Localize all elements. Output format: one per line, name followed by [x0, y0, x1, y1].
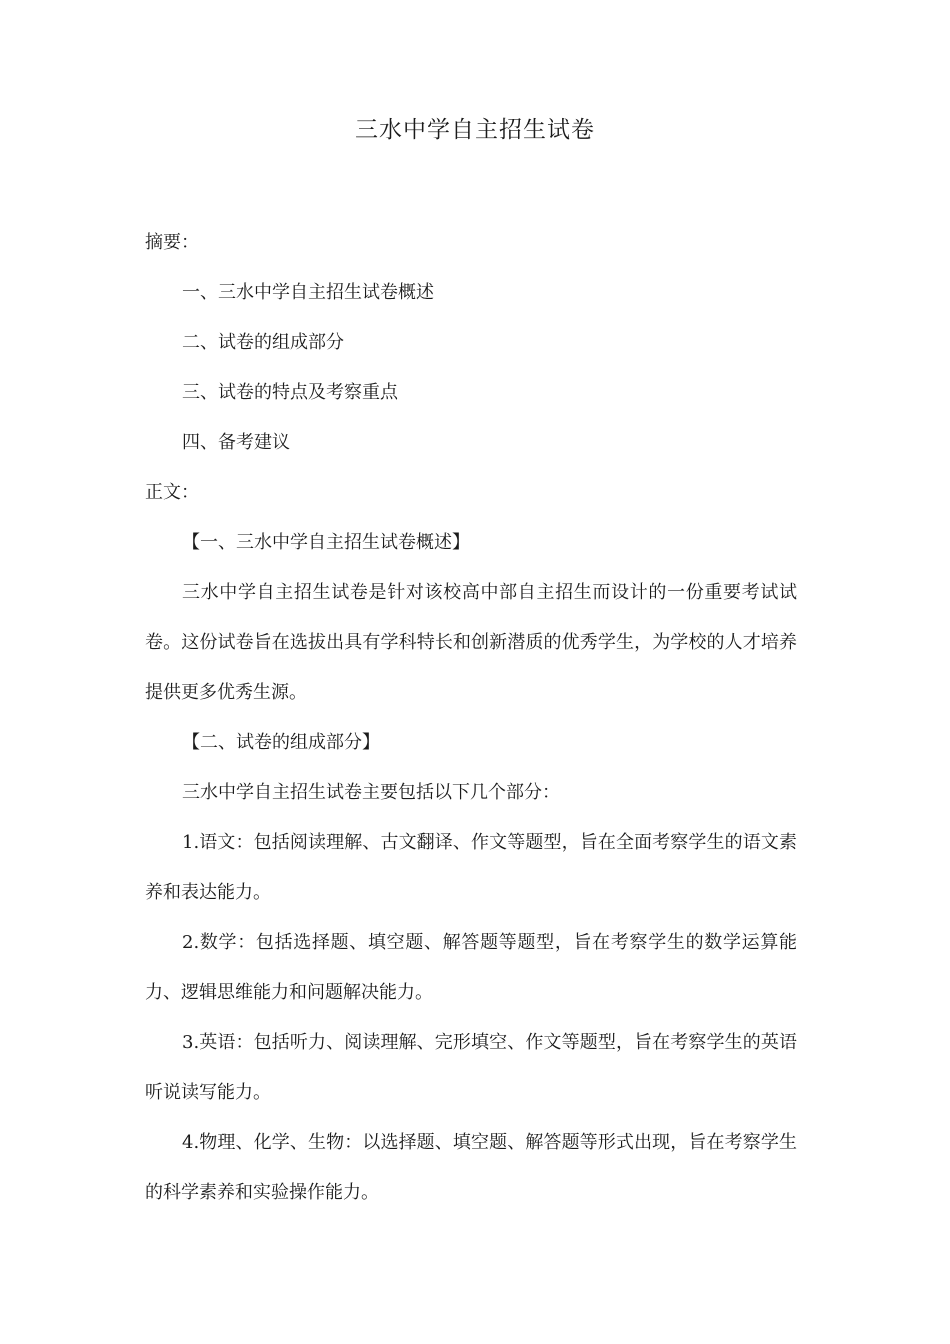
- summary-item: 三、试卷的特点及考察重点: [182, 382, 398, 403]
- summary-item: 二、试卷的组成部分: [182, 332, 344, 353]
- document-title: 三水中学自主招生试卷: [355, 117, 595, 143]
- list-item: 2.数学：包括选择题、填空题、解答题等题型，旨在考察学生的数学运算能力、逻辑思维能力和问题解决能力。: [145, 932, 797, 1003]
- summary-item: 四、备考建议: [182, 432, 290, 453]
- list-item: 4.物理、化学、生物：以选择题、填空题、解答题等形式出现，旨在考察学生的科学素养和实验操作能力。: [145, 1132, 797, 1203]
- body-label: 正文：: [145, 482, 199, 503]
- document-body: [145, 218, 797, 1218]
- list-item: 3.英语：包括听力、阅读理解、完形填空、作文等题型，旨在考察学生的英语听说读写能力。: [145, 1032, 797, 1103]
- summary-item: 一、三水中学自主招生试卷概述: [182, 282, 434, 303]
- section-paragraph: 三水中学自主招生试卷是针对该校高中部自主招生而设计的一份重要考试试卷。这份试卷旨在选拔出具有学科特长和创新潜质的优秀学生，为学校的人才培养提供更多优秀生源。: [145, 582, 797, 703]
- list-item: 1.语文：包括阅读理解、古文翻译、作文等题型，旨在全面考察学生的语文素养和表达能力。: [145, 832, 797, 903]
- section-heading: 【一、三水中学自主招生试卷概述】: [182, 532, 470, 553]
- section-heading: 【二、试卷的组成部分】: [182, 732, 380, 753]
- section-paragraph: 三水中学自主招生试卷主要包括以下几个部分：: [182, 782, 560, 803]
- summary-label: 摘要：: [145, 232, 199, 253]
